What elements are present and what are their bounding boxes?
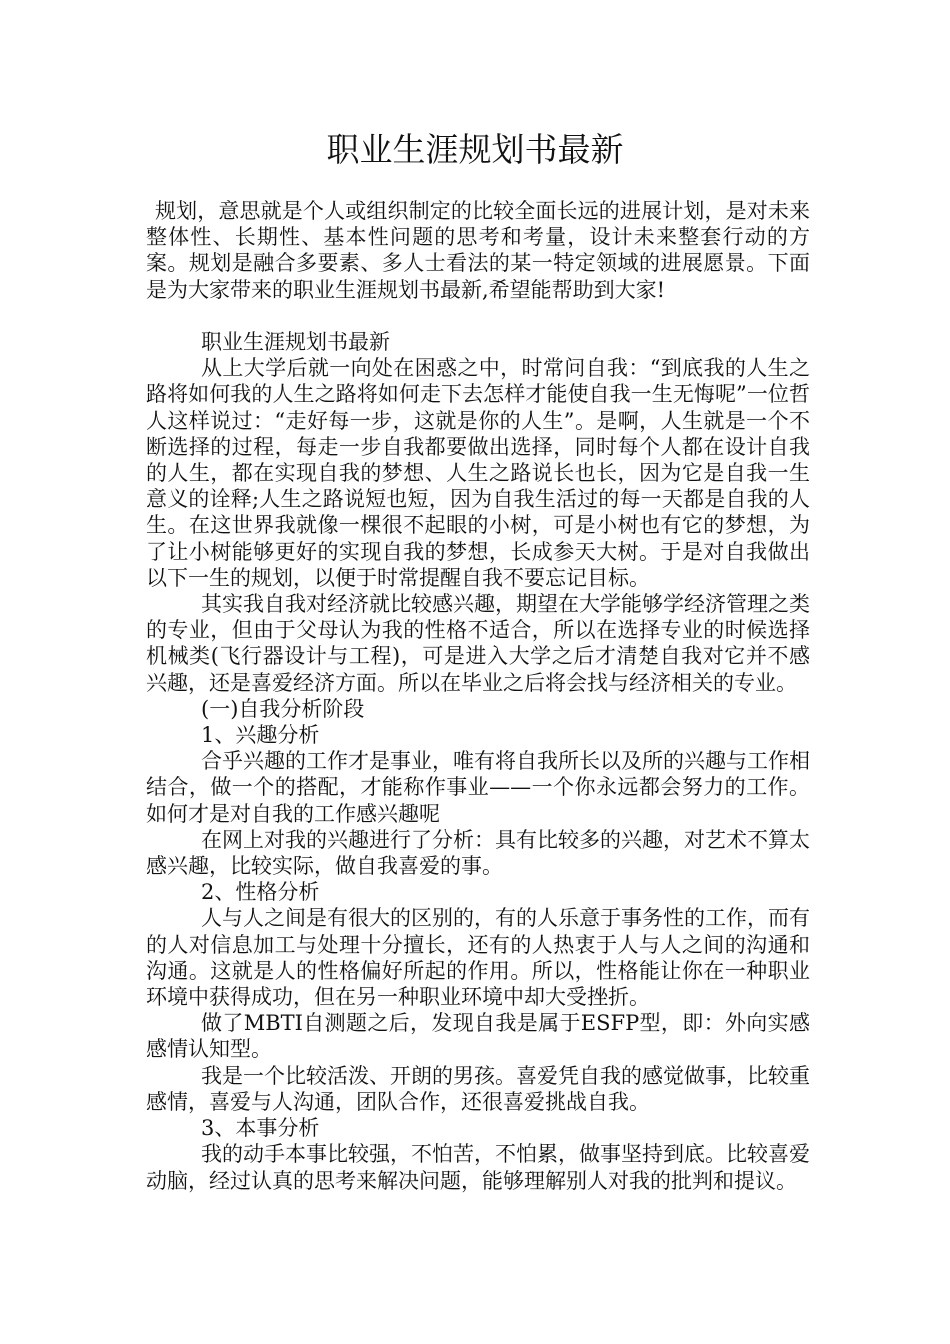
document-title: 职业生涯规划书最新 (326, 130, 624, 169)
body-paragraph: 我是一个比较活泼、开朗的男孩。喜爱凭自我的感觉做事，比较重感情，喜爱与人沟通，团队合作，还很喜爱挑战自我。 (146, 1063, 810, 1114)
section-heading: 职业生涯规划书最新 (201, 330, 390, 354)
intro-paragraph: 规划，意思就是个人或组织制定的比较全面长远的进展计划，是对未来整体性、长期性、基本性问题的思考和考量，设计未来整套行动的方案。规划是融合多要素、多人士看法的某一特定领域的进展愿景。下面是为大家带来的职业生涯规划书最新,希望能帮助到大家! (146, 199, 810, 302)
body-paragraph: 从上大学后就一向处在困惑之中，时常问自我：“到底我的人生之路将如何我的人生之路将如何走下去怎样才能使自我一生无悔呢”一位哲人这样说过：“走好每一步，这就是你的人生”。是啊，人生就是一个不断选择的过程，每走一步自我都要做出选择，同时每个人都在设计自我的人生，都在实现自我的梦想、人生之路说长也长，因为它是自我一生意义的诠释;人生之路说短也短，因为自我生活过的每一天都是自我的人生。在这世界我就像一棵很不起眼的小树，可是小树也有它的梦想，为了让小树能够更好的实现自我的梦想，长成参天大树。于是对自我做出以下一生的规划，以便于时常提醒自我不要忘记目标。 (146, 356, 810, 590)
body-paragraph: 我的动手本事比较强，不怕苦，不怕累，做事坚持到底。比较喜爱动脑，经过认真的思考来解决问题，能够理解别人对我的批判和提议。 (146, 1142, 810, 1193)
section-heading: (一)自我分析阶段 (201, 696, 365, 721)
body-paragraph: 其实我自我对经济就比较感兴趣，期望在大学能够学经济管理之类的专业，但由于父母认为我的性格不适合，所以在选择专业的时候选择机械类(飞行器设计与工程)，可是进入大学之后才清楚自我对它并不感兴趣，还是喜爱经济方面。所以在毕业之后将会找与经济相关的专业。 (146, 592, 810, 695)
document-body (146, 198, 810, 1194)
body-paragraph: 人与人之间是有很大的区别的，有的人乐意于事务性的工作，而有的人对信息加工与处理十分擅长，还有的人热衷于人与人之间的沟通和沟通。这就是人的性格偏好所起的作用。所以，性格能让你在一种职业环境中获得成功，但在另一种职业环境中却大受挫折。 (146, 906, 810, 1010)
body-paragraph: 做了MBTI自测题之后，发现自我是属于ESFP型，即：外向实感感情认知型。 (146, 1011, 810, 1062)
subsection-heading: 2、性格分析 (201, 880, 320, 905)
body-paragraph: 在网上对我的兴趣进行了分析：具有比较多的兴趣，对艺术不算太感兴趣，比较实际，做自我喜爱的事。 (146, 827, 810, 879)
subsection-heading: 3、本事分析 (201, 1116, 320, 1141)
blank-line (146, 303, 810, 329)
body-paragraph: 合乎兴趣的工作才是事业，唯有将自我所长以及所的兴趣与工作相结合，做一个的搭配，才能称作事业——一个你永远都会努力的工作。如何才是对自我的工作感兴趣呢 (146, 749, 810, 826)
subsection-heading: 1、兴趣分析 (201, 723, 320, 748)
